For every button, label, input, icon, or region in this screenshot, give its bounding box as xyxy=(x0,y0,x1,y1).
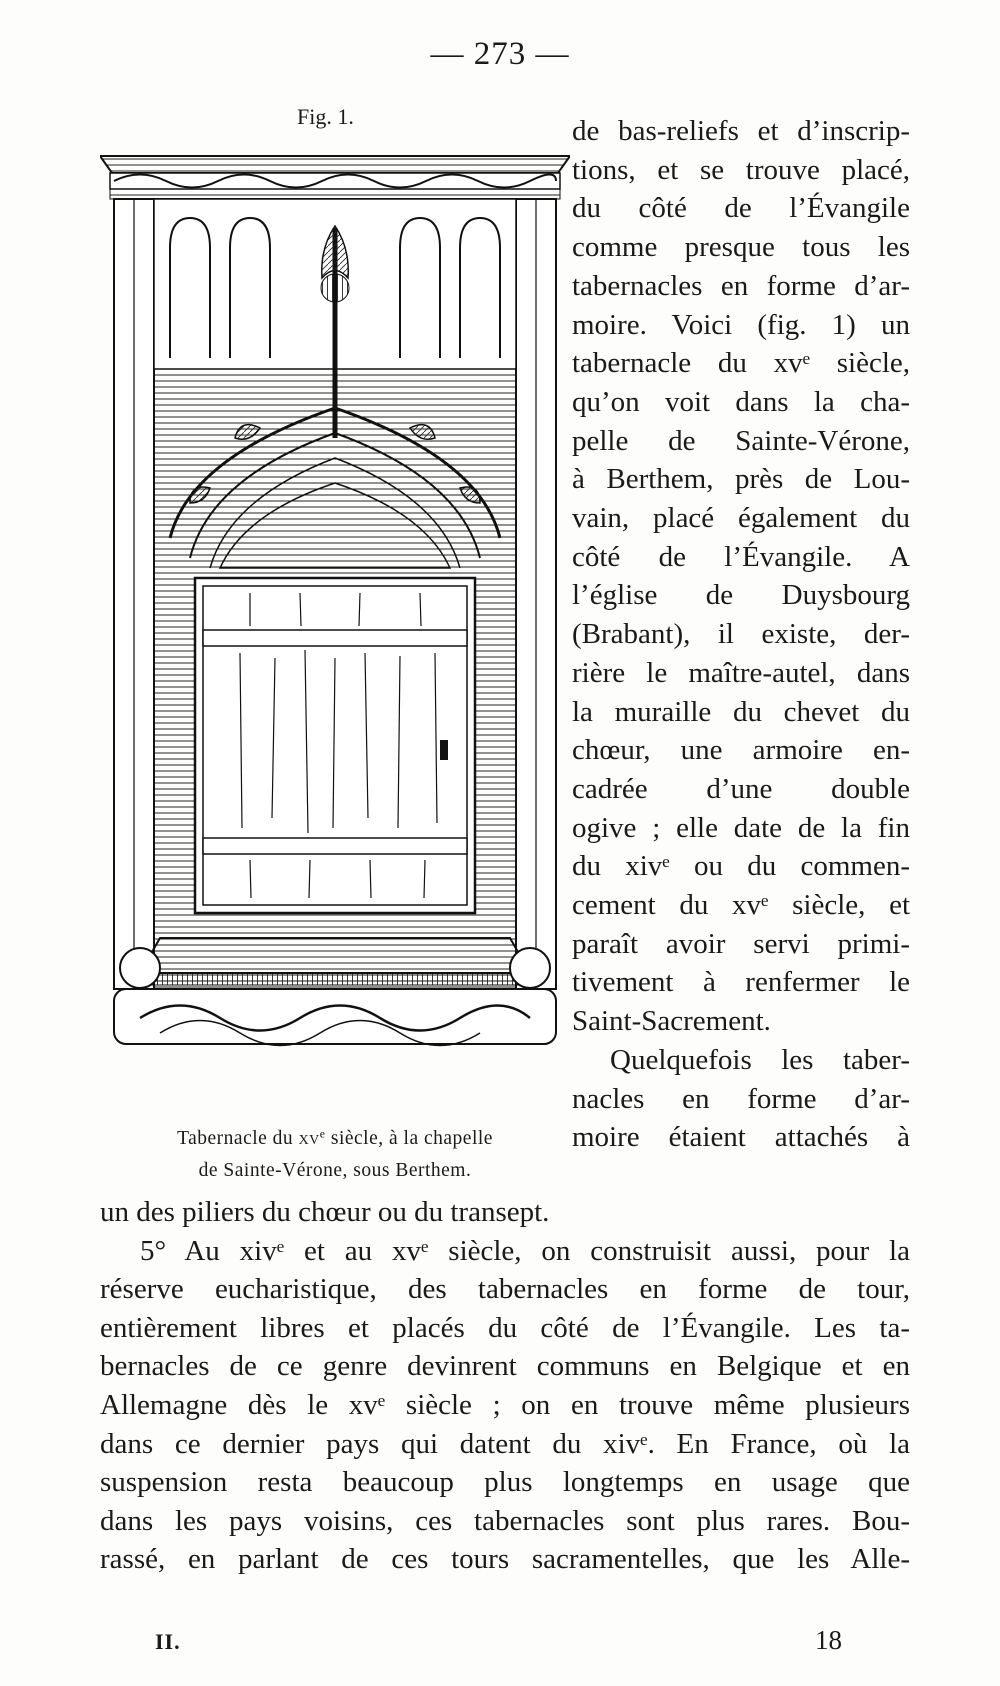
body-line: un des piliers du chœur ou du transept. xyxy=(100,1196,550,1228)
tabernacle-engraving xyxy=(100,138,570,1123)
column-line: cadrée d’une double xyxy=(572,772,910,805)
body-line: bernacles de ce genre devinrent communs en Belgique et en xyxy=(100,1350,910,1383)
column-line: du côté de l’Évangile xyxy=(572,192,910,225)
page-footer xyxy=(0,1625,1000,1665)
column-line: nacles en forme d’ar- xyxy=(572,1082,910,1115)
figure-caption xyxy=(100,1123,570,1187)
column-line: du xivᵉ ou du commen- xyxy=(572,850,910,883)
body-line: entièrement libres et placés du côté de l’Évangile. Les ta- xyxy=(100,1311,910,1344)
column-line: la muraille du chevet du xyxy=(572,695,910,728)
column-line: moire. Voici (fig. 1) un xyxy=(572,308,910,341)
column-line: (Brabant), il existe, der- xyxy=(572,618,910,651)
column-line: pelle de Sainte-Vérone, xyxy=(572,424,910,457)
body-line: rassé, en parlant de ces tours sacramentelles, que les Alle- xyxy=(100,1543,910,1576)
column-line: tabernacles en forme d’ar- xyxy=(572,269,910,302)
body-line: suspension resta beaucoup plus longtemps en usage que xyxy=(100,1466,910,1499)
column-line: vain, placé également du xyxy=(572,502,910,535)
full-width-text xyxy=(100,1193,910,1579)
column-line: tivement à renfermer le xyxy=(572,966,910,999)
column-line: moire étaient attachés à xyxy=(572,1121,910,1154)
column-line: rière le maître-autel, dans xyxy=(572,656,910,689)
column-line: à Berthem, près de Lou- xyxy=(572,463,910,496)
caption-century-sup: e xyxy=(319,1127,326,1141)
column-line: tabernacle du xvᵉ siècle, xyxy=(572,347,910,380)
column-line: comme presque tous les xyxy=(572,231,910,264)
caption-line-2: de Sainte-Vérone, sous Berthem. xyxy=(198,1160,472,1181)
column-line: paraît avoir servi primi- xyxy=(572,927,910,960)
column-line: cement du xvᵉ siècle, et xyxy=(572,889,910,922)
column-line: l’église de Duysbourg xyxy=(572,579,910,612)
right-column-text xyxy=(572,112,910,1157)
caption-century: xv xyxy=(298,1128,320,1149)
column-line: côté de l’Évangile. A xyxy=(572,540,910,573)
column-line: Saint-Sacrement. xyxy=(572,1005,771,1038)
body-line: dans ce dernier pays qui datent du xivᵉ. En France, où la xyxy=(100,1427,910,1460)
caption-line-1-a: Tabernacle du xyxy=(177,1128,299,1149)
caption-line-1-b: siècle, à la chapelle xyxy=(325,1128,493,1149)
column-line: qu’on voit dans la cha- xyxy=(572,385,910,418)
column-line: chœur, une armoire en- xyxy=(572,734,910,767)
caption-line-1 xyxy=(100,1123,570,1155)
signature-mark: II. xyxy=(155,1629,181,1654)
page-number: — 273 — xyxy=(430,36,570,72)
body-line: 5° Au xivᵉ et au xvᵉ siècle, on construisit aussi, pour la xyxy=(140,1234,910,1267)
engraving-svg xyxy=(100,138,570,1123)
column-line: Quelquefois les taber- xyxy=(610,1043,910,1076)
body-line: Allemagne dès le xvᵉ siècle ; on en trouve même plusieurs xyxy=(100,1388,910,1421)
folio-number: 18 xyxy=(815,1625,842,1655)
body-line: dans les pays voisins, ces tabernacles sont plus rares. Bou- xyxy=(100,1504,910,1537)
column-line: tions, et se trouve placé, xyxy=(572,153,910,186)
figure-label: Fig. 1. xyxy=(297,104,354,129)
column-line: de bas-reliefs et d’inscrip- xyxy=(572,115,910,147)
column-line: ogive ; elle date de la fin xyxy=(572,811,910,844)
body-line: réserve eucharistique, des tabernacles en forme de tour, xyxy=(100,1273,910,1306)
